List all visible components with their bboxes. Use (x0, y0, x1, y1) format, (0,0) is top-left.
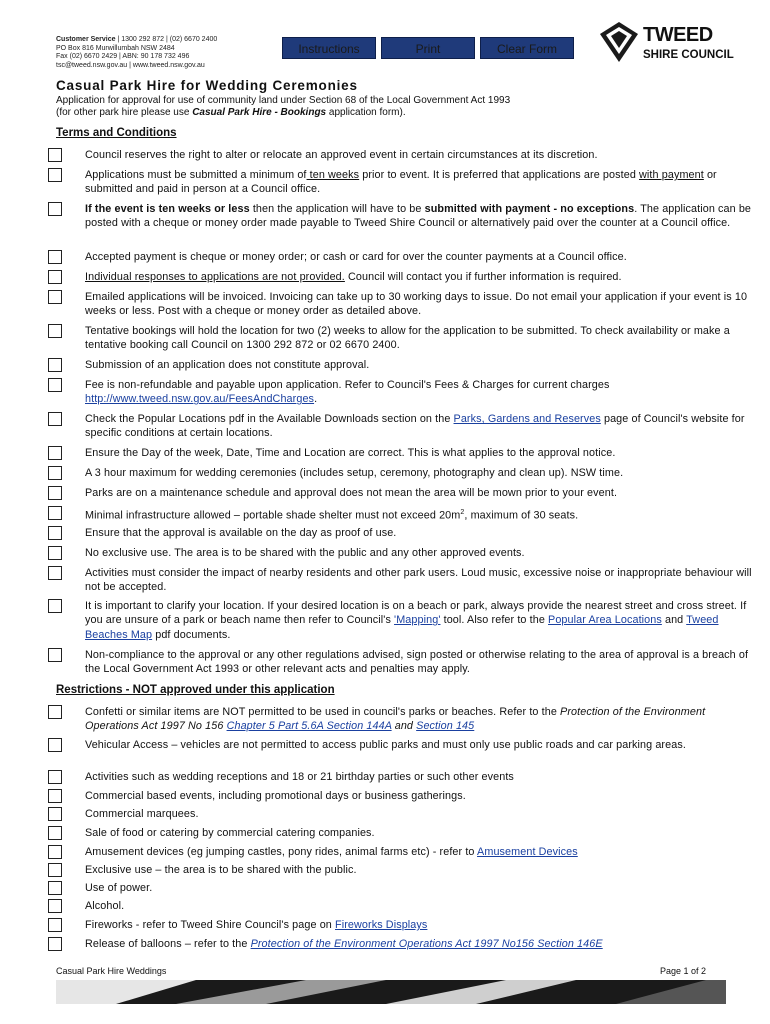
footer-decorative-band (56, 980, 726, 1004)
term-text: Applications must be submitted a minimum of ten weeks prior to event. It is preferred that applications are posted with payment or submitted and paid in person at a Council office. (85, 169, 717, 196)
popular-area-locations-link[interactable]: Popular Area Locations (548, 614, 662, 627)
term-text: Check the Popular Locations pdf in the Available Downloads section on the Parks, Gardens and Reserves page of Council's website for specific conditions at certain locations. (85, 413, 745, 440)
term-text: Minimal infrastructure allowed – portable shade shelter must not exceed $20m^2$, maximum of 30 seats. (85, 509, 579, 522)
contact-address: PO Box 816 Murwillumbah NSW 2484 (56, 44, 175, 52)
contact-details (56, 36, 217, 70)
term-checkbox[interactable] (48, 148, 62, 162)
restriction-text: Alcohol. (85, 900, 125, 912)
restriction-text: Commercial based events, including promotional days or business gatherings. (85, 790, 466, 802)
restriction-checkbox[interactable] (48, 826, 62, 840)
subtitle-line2: (for other park hire please use Casual Park Hire - Bookings application form). (56, 107, 406, 118)
term-text: Non-compliance to the approval or any other regulations advised, sign posted or otherwise relating to the area of approval is a breach of the Local Government Act 1993 or other relevant acts and penalties may apply. (85, 649, 749, 676)
term-text: No exclusive use. The area is to be shared with the public and any other approved events. (85, 547, 525, 559)
term-checkbox[interactable] (48, 168, 62, 182)
term-checkbox[interactable] (48, 270, 62, 284)
term-checkbox[interactable] (48, 506, 62, 520)
restriction-text: Sale of food or catering by commercial catering companies. (85, 827, 375, 839)
restriction-text: Vehicular Access – vehicles are not permitted to access public parks and must only use public roads and car parking areas. (85, 739, 686, 751)
restriction-checkbox[interactable] (48, 738, 62, 752)
restrictions-heading: Restrictions - NOT approved under this application (56, 684, 335, 696)
term-checkbox[interactable] (48, 486, 62, 500)
term-text: Council reserves the right to alter or relocate an approved event in certain circumstances at its discretion. (85, 149, 598, 161)
term-checkbox[interactable] (48, 324, 62, 338)
section-144a-link[interactable]: Chapter 5 Part 5.6A Section 144A (226, 720, 392, 733)
restriction-checkbox[interactable] (48, 705, 62, 719)
restriction-checkbox[interactable] (48, 918, 62, 932)
restriction-text: Exclusive use – the area is to be shared with the public. (85, 864, 357, 876)
footer-page-number: Page 1 of 2 (660, 966, 707, 976)
term-checkbox[interactable] (48, 446, 62, 460)
restriction-text: Fireworks - refer to Tweed Shire Council's page on Fireworks Displays (85, 919, 428, 931)
tweed-beaches-map-link[interactable]: Tweed Beaches Map (85, 614, 719, 641)
term-text: If the event is ten weeks or less then the application will have to be submitted with payment - no exceptions. The application can be posted with a cheque or money order made payable to Tweed Shire Council or alternatively paid over the counter at a Council office. (85, 203, 752, 230)
mapping-link[interactable]: 'Mapping' (394, 614, 441, 627)
term-checkbox[interactable] (48, 290, 62, 304)
term-checkbox[interactable] (48, 566, 62, 580)
section-145-link[interactable]: Section 145 (416, 720, 475, 733)
contact-phones: | 1300 292 872 | (02) 6670 2400 (115, 36, 218, 43)
print-button[interactable]: Print (381, 37, 475, 59)
restriction-checkbox[interactable] (48, 881, 62, 895)
term-text: Submission of an application does not constitute approval. (85, 359, 370, 371)
restriction-text: Release of balloons – refer to the Protection of the Environment Operations Act 1997 No156 Section 146E (85, 938, 603, 950)
logo-text-tweed: TWEED (643, 24, 713, 46)
term-checkbox[interactable] (48, 546, 62, 560)
contact-label: Customer Service (56, 36, 116, 43)
subtitle-line1: Application for approval for use of community land under Section 68 of the Local Government Act 1993 (56, 95, 511, 106)
contact-web: tsc@tweed.nsw.gov.au | www.tweed.nsw.gov.au (56, 61, 205, 69)
restriction-text: Amusement devices (eg jumping castles, pony rides, animal farms etc) - refer to Amusement Devices (85, 846, 578, 858)
contact-fax: Fax (02) 6670 2429 | ABN: 90 178 732 496 (56, 53, 190, 61)
term-text: Parks are on a maintenance schedule and approval does not mean the area will be mown prior to your event. (85, 487, 618, 499)
term-text: Ensure the Day of the week, Date, Time and Location are correct. This is what applies to the approval notice. (85, 447, 616, 459)
parks-gardens-link[interactable]: Parks, Gardens and Reserves (453, 413, 601, 425)
page-title: Casual Park Hire for Wedding Ceremonies (56, 78, 358, 93)
terms-heading: Terms and Conditions (56, 127, 177, 139)
footer-form-name: Casual Park Hire Weddings (56, 966, 167, 976)
restriction-checkbox[interactable] (48, 770, 62, 784)
restriction-checkbox[interactable] (48, 845, 62, 859)
term-text: Individual responses to applications are not provided. Council will contact you if further information is required. (85, 271, 622, 283)
restriction-checkbox[interactable] (48, 807, 62, 821)
term-text: Activities must consider the impact of nearby residents and other park users. Loud music, excessive noise or inappropriate behaviour will not be accepted. (85, 567, 752, 594)
term-text: Emailed applications will be invoiced. Invoicing can take up to 30 working days to issue. Do not email your application if your event is 10 weeks or less. Post with a cheque or money order as detailed above. (85, 291, 748, 318)
instructions-button[interactable]: Instructions (282, 37, 376, 59)
tweed-logo-icon (598, 20, 640, 64)
term-checkbox[interactable] (48, 202, 62, 216)
term-text: It is important to clarify your location. If your desired location is on a beach or park, always provide the nearest street and cross street. If you are unsure of a park or beach name then refer to Council's 'Mapping' tool. Also refer to the Popular Area Locations and Tweed Beaches Map pdf documents. (85, 600, 747, 641)
term-checkbox[interactable] (48, 250, 62, 264)
logo-text-shire-council: SHIRE COUNCIL (643, 49, 734, 61)
restriction-text: Confetti or similar items are NOT permitted to be used in council's parks or beaches. Refer to the Protection of the Environment Operations Act 1997 No 156 Chapter 5 Part 5.6A Section 144A and Section 145 (85, 706, 706, 733)
section-146e-link[interactable]: Protection of the Environment Operations Act 1997 No156 Section 146E (250, 938, 603, 950)
clear-form-button[interactable]: Clear Form (480, 37, 574, 59)
term-text: A 3 hour maximum for wedding ceremonies (includes setup, ceremony, photography and clean up). NSW time. (85, 467, 624, 479)
fees-charges-link[interactable]: http://www.tweed.nsw.gov.au/FeesAndCharges (85, 393, 315, 406)
term-checkbox[interactable] (48, 648, 62, 662)
restriction-checkbox[interactable] (48, 899, 62, 913)
restriction-checkbox[interactable] (48, 863, 62, 877)
term-checkbox[interactable] (48, 466, 62, 480)
term-text: Fee is non-refundable and payable upon application. Refer to Council's Fees & Charges for current charges http://www.tweed.nsw.gov.au/FeesAndCharges. (85, 379, 610, 406)
term-checkbox[interactable] (48, 378, 62, 392)
restriction-text: Use of power. (85, 882, 153, 894)
term-text: Tentative bookings will hold the location for two (2) weeks to allow for the application to be submitted. To check availability or make a tentative booking call Council on 1300 292 872 or 02 6670 2400. (85, 325, 730, 352)
term-checkbox[interactable] (48, 599, 62, 613)
restriction-checkbox[interactable] (48, 937, 62, 951)
amusement-devices-link[interactable]: Amusement Devices (477, 846, 578, 858)
term-checkbox[interactable] (48, 358, 62, 372)
term-checkbox[interactable] (48, 526, 62, 540)
term-checkbox[interactable] (48, 412, 62, 426)
restriction-text: Commercial marquees. (85, 808, 199, 820)
fireworks-displays-link[interactable]: Fireworks Displays (335, 919, 428, 931)
term-text: Accepted payment is cheque or money order; or cash or card for over the counter payments at a Council office. (85, 251, 627, 263)
restriction-checkbox[interactable] (48, 789, 62, 803)
term-text: Ensure that the approval is available on the day as proof of use. (85, 527, 397, 539)
restriction-text: Activities such as wedding receptions and 18 or 21 birthday parties or such other events (85, 771, 514, 783)
